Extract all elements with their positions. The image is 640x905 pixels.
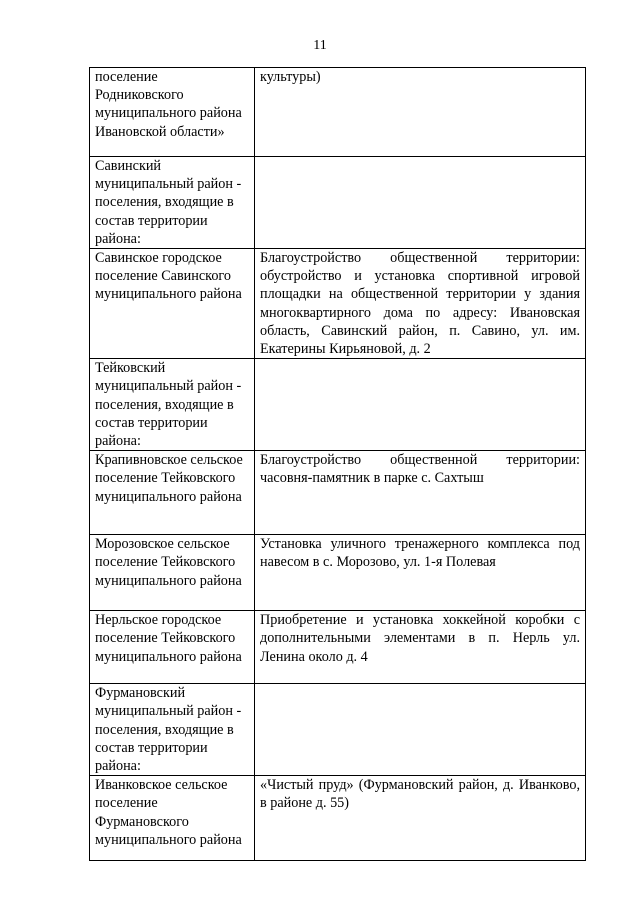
table-row (90, 776, 586, 861)
municipality-cell: Савинское городское поселение Савинского муниципального района (90, 249, 255, 359)
table-row (90, 611, 586, 684)
project-cell (255, 359, 586, 451)
municipality-cell: Иванковское сельское поселение Фурмановского муниципального района (90, 776, 255, 861)
municipality-cell: Крапивновское сельское поселение Тейковского муниципального района (90, 451, 255, 535)
district-heading-cell: Тейковский муниципальный район - поселения, входящие в состав территории района: (90, 359, 255, 451)
project-cell: «Чистый пруд» (Фурмановский район, д. Иванково, в районе д. 55) (255, 776, 586, 861)
project-cell (255, 684, 586, 776)
table-row (90, 535, 586, 611)
municipality-cell: поселение Родниковского муниципального района Ивановской области» (90, 68, 255, 157)
table-row (90, 157, 586, 249)
page-number: 11 (313, 38, 327, 53)
project-cell: культуры) (255, 68, 586, 157)
project-cell (255, 157, 586, 249)
table-row (90, 68, 586, 157)
project-cell: Благоустройство общественной территории: обустройство и установка спортивной игровой площадки на общественной территории у здания многоквартирного дома по адресу: Ивановская область, Савинский район, п. Савино, ул. им. Екатерины Кирьяновой, д. 2 (255, 249, 586, 359)
project-cell: Благоустройство общественной территории: часовня-памятник в парке с. Сахтыш (255, 451, 586, 535)
projects-table (89, 67, 586, 861)
municipality-cell: Морозовское сельское поселение Тейковского муниципального района (90, 535, 255, 611)
district-heading-cell: Савинский муниципальный район - поселения, входящие в состав территории района: (90, 157, 255, 249)
district-heading-cell: Фурмановский муниципальный район - поселения, входящие в состав территории района: (90, 684, 255, 776)
project-cell: Установка уличного тренажерного комплекса под навесом в с. Морозово, ул. 1-я Полевая (255, 535, 586, 611)
project-cell: Приобретение и установка хоккейной коробки с дополнительными элементами в п. Нерль ул. Ленина около д. 4 (255, 611, 586, 684)
municipality-cell: Нерльское городское поселение Тейковского муниципального района (90, 611, 255, 684)
table-row (90, 359, 586, 451)
table-row (90, 684, 586, 776)
table-row (90, 249, 586, 359)
table-row (90, 451, 586, 535)
